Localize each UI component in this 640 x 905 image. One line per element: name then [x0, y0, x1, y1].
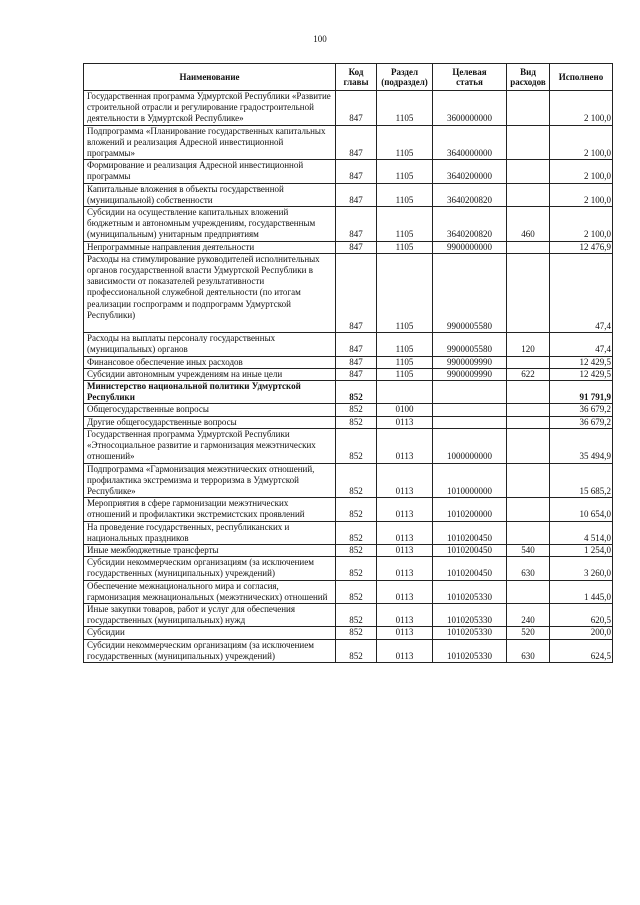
row-code: 852 [336, 463, 377, 498]
row-amount: 2 100,0 [550, 125, 613, 160]
row-kind [507, 253, 550, 332]
row-code: 852 [336, 498, 377, 521]
table-row [84, 580, 613, 603]
row-amount: 12 429,5 [550, 356, 613, 368]
row-amount: 3 260,0 [550, 557, 613, 580]
row-name: Общегосударственные вопросы [84, 404, 336, 416]
row-article: 3600000000 [433, 91, 507, 126]
table-row [84, 125, 613, 160]
header-kind: Вид расходов [507, 64, 550, 91]
row-kind: 520 [507, 627, 550, 639]
row-amount: 15 685,2 [550, 463, 613, 498]
row-article: 9900009990 [433, 368, 507, 380]
row-article: 9900000000 [433, 241, 507, 253]
row-article: 9900009990 [433, 356, 507, 368]
row-section: 1105 [377, 160, 433, 183]
table-row [84, 241, 613, 253]
page-number: 100 [313, 34, 327, 44]
row-amount: 91 791,9 [550, 381, 613, 404]
table-row [84, 428, 613, 463]
row-kind: 240 [507, 603, 550, 626]
row-name: На проведение государственных, республиканских и национальных праздников [84, 521, 336, 544]
row-kind: 630 [507, 639, 550, 662]
row-section: 1105 [377, 183, 433, 206]
row-name: Подпрограмма «Гармонизация межэтнических отношений, профилактика экстремизма и терроризма в Удмуртской Республике» [84, 463, 336, 498]
table-row [84, 544, 613, 556]
row-article: 1010200450 [433, 521, 507, 544]
row-article: 1010205330 [433, 603, 507, 626]
row-amount: 10 654,0 [550, 498, 613, 521]
row-kind: 460 [507, 207, 550, 242]
row-section [377, 381, 433, 404]
row-code: 852 [336, 544, 377, 556]
row-code: 847 [336, 333, 377, 356]
row-section: 0113 [377, 580, 433, 603]
row-kind: 630 [507, 557, 550, 580]
row-name: Субсидии [84, 627, 336, 639]
row-code: 852 [336, 381, 377, 404]
row-section: 0113 [377, 639, 433, 662]
row-kind [507, 428, 550, 463]
row-amount: 35 494,9 [550, 428, 613, 463]
row-amount: 12 429,5 [550, 368, 613, 380]
row-code: 847 [336, 207, 377, 242]
row-article: 3640200820 [433, 183, 507, 206]
row-section: 1105 [377, 125, 433, 160]
row-code: 852 [336, 404, 377, 416]
row-name: Субсидии автономным учреждениям на иные цели [84, 368, 336, 380]
row-article: 1000000000 [433, 428, 507, 463]
row-article: 1010205330 [433, 627, 507, 639]
row-name: Обеспечение межнационального мира и согласия, гармонизация межнациональных (межэтнических) отношений [84, 580, 336, 603]
table-row [84, 356, 613, 368]
row-amount: 36 679,2 [550, 416, 613, 428]
row-article [433, 381, 507, 404]
table-row [84, 160, 613, 183]
row-amount: 624,5 [550, 639, 613, 662]
row-code: 847 [336, 241, 377, 253]
table-row [84, 333, 613, 356]
row-name: Государственная программа Удмуртской Республики «Развитие строительной отрасли и регулирование градостроительной деятельности в Удмуртской Республике» [84, 91, 336, 126]
row-kind [507, 241, 550, 253]
row-amount: 620,5 [550, 603, 613, 626]
row-name: Иные закупки товаров, работ и услуг для обеспечения государственных (муниципальных) нужд [84, 603, 336, 626]
row-amount: 12 476,9 [550, 241, 613, 253]
row-code: 847 [336, 183, 377, 206]
budget-execution-table [83, 63, 613, 663]
row-amount: 47,4 [550, 333, 613, 356]
row-kind [507, 381, 550, 404]
table-row [84, 207, 613, 242]
row-section: 0100 [377, 404, 433, 416]
row-section: 1105 [377, 253, 433, 332]
row-code: 852 [336, 521, 377, 544]
row-name: Расходы на стимулирование руководителей исполнительных органов государственной власти Удмуртской Республики в зависимости от показателей результативности профессиональной служебной деятельности (по итогам реализации госпрограмм и подпрограмм Удмуртской Республики) [84, 253, 336, 332]
row-kind [507, 416, 550, 428]
row-kind [507, 125, 550, 160]
row-amount: 2 100,0 [550, 207, 613, 242]
row-amount: 2 100,0 [550, 183, 613, 206]
row-amount: 200,0 [550, 627, 613, 639]
row-article: 1010200000 [433, 498, 507, 521]
row-article: 1010200450 [433, 557, 507, 580]
row-amount: 2 100,0 [550, 91, 613, 126]
row-article: 1010200450 [433, 544, 507, 556]
row-code: 852 [336, 557, 377, 580]
row-code: 852 [336, 627, 377, 639]
row-code: 852 [336, 428, 377, 463]
row-section: 0113 [377, 498, 433, 521]
row-amount: 4 514,0 [550, 521, 613, 544]
table-row [84, 183, 613, 206]
row-name: Непрограммные направления деятельности [84, 241, 336, 253]
row-amount: 36 679,2 [550, 404, 613, 416]
row-kind [507, 356, 550, 368]
row-section: 1105 [377, 207, 433, 242]
row-code: 852 [336, 416, 377, 428]
row-article: 9900005580 [433, 333, 507, 356]
row-name: Финансовое обеспечение иных расходов [84, 356, 336, 368]
row-section: 0113 [377, 428, 433, 463]
table-row [84, 639, 613, 662]
row-amount: 47,4 [550, 253, 613, 332]
row-name: Субсидии на осуществление капитальных вложений бюджетным и автономным учреждениям, государственным (муниципальным) унитарным предприятиям [84, 207, 336, 242]
row-name: Иные межбюджетные трансферты [84, 544, 336, 556]
row-amount: 1 445,0 [550, 580, 613, 603]
row-kind [507, 160, 550, 183]
row-article: 3640200000 [433, 160, 507, 183]
row-section: 1105 [377, 91, 433, 126]
row-section: 0113 [377, 521, 433, 544]
row-section: 0113 [377, 557, 433, 580]
row-kind: 622 [507, 368, 550, 380]
row-kind [507, 463, 550, 498]
row-code: 847 [336, 368, 377, 380]
table-row [84, 521, 613, 544]
row-name: Формирование и реализация Адресной инвестиционной программы [84, 160, 336, 183]
table-row [84, 603, 613, 626]
row-name: Капитальные вложения в объекты государственной (муниципальной) собственности [84, 183, 336, 206]
row-section: 1105 [377, 356, 433, 368]
table-row [84, 463, 613, 498]
row-section: 1105 [377, 241, 433, 253]
table-row [84, 557, 613, 580]
row-code: 852 [336, 639, 377, 662]
row-code: 847 [336, 91, 377, 126]
row-section: 0113 [377, 463, 433, 498]
table-row [84, 498, 613, 521]
row-name: Расходы на выплаты персоналу государственных (муниципальных) органов [84, 333, 336, 356]
header-executed: Исполнено [550, 64, 613, 91]
row-code: 847 [336, 125, 377, 160]
row-kind [507, 183, 550, 206]
row-article: 1010205330 [433, 580, 507, 603]
row-amount: 2 100,0 [550, 160, 613, 183]
row-kind [507, 498, 550, 521]
row-section: 0113 [377, 544, 433, 556]
row-article: 3640200820 [433, 207, 507, 242]
row-kind [507, 404, 550, 416]
table-row [84, 627, 613, 639]
row-name: Субсидии некоммерческим организациям (за исключением государственных (муниципальных) учреждений) [84, 557, 336, 580]
header-section: Раздел (подраздел) [377, 64, 433, 91]
row-name: Субсидии некоммерческим организациям (за исключением государственных (муниципальных) учреждений) [84, 639, 336, 662]
row-code: 847 [336, 356, 377, 368]
row-kind [507, 91, 550, 126]
row-amount: 1 254,0 [550, 544, 613, 556]
table-row [84, 381, 613, 404]
row-article: 1010000000 [433, 463, 507, 498]
row-section: 0113 [377, 603, 433, 626]
row-article [433, 416, 507, 428]
row-section: 1105 [377, 333, 433, 356]
row-kind [507, 580, 550, 603]
table-row [84, 91, 613, 126]
row-article: 9900005580 [433, 253, 507, 332]
header-article: Целевая статья [433, 64, 507, 91]
row-code: 847 [336, 160, 377, 183]
row-section: 0113 [377, 627, 433, 639]
header-name: Наименование [84, 64, 336, 91]
header-code: Код главы [336, 64, 377, 91]
table-body [84, 91, 613, 663]
row-article: 1010205330 [433, 639, 507, 662]
row-code: 852 [336, 580, 377, 603]
row-section: 1105 [377, 368, 433, 380]
row-kind: 540 [507, 544, 550, 556]
row-article: 3640000000 [433, 125, 507, 160]
row-article [433, 404, 507, 416]
row-section: 0113 [377, 416, 433, 428]
row-name: Другие общегосударственные вопросы [84, 416, 336, 428]
row-kind: 120 [507, 333, 550, 356]
row-name: Подпрограмма «Планирование государственных капитальных вложений и реализация Адресной инвестиционной программы» [84, 125, 336, 160]
table-row [84, 368, 613, 380]
table-header-row [84, 64, 613, 91]
row-code: 847 [336, 253, 377, 332]
row-kind [507, 521, 550, 544]
table-row [84, 253, 613, 332]
row-name: Государственная программа Удмуртской Республики «Этносоциальное развитие и гармонизация межэтнических отношений» [84, 428, 336, 463]
table-row [84, 416, 613, 428]
row-name: Министерство национальной политики Удмуртской Республики [84, 381, 336, 404]
row-name: Мероприятия в сфере гармонизации межэтнических отношений и профилактики экстремистских проявлений [84, 498, 336, 521]
row-code: 852 [336, 603, 377, 626]
table-row [84, 404, 613, 416]
